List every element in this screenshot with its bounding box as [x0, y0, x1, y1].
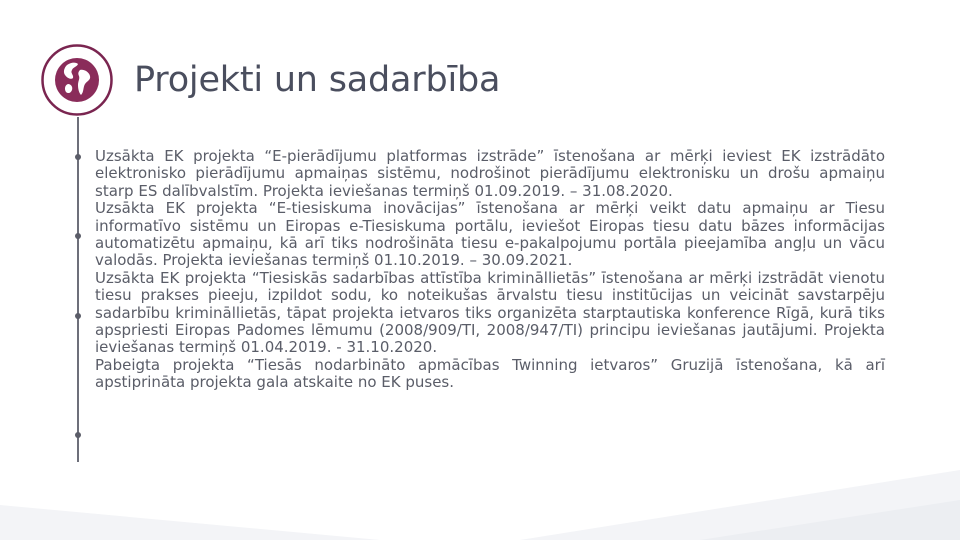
- bullet-marker: [75, 432, 81, 438]
- bullet-list: [95, 148, 885, 392]
- list-item: Uzsākta EK projekta “Tiesiskās sadarbības attīstība krimināllietās” īstenošana ar mērķi izstrādāt vienotu tiesu prakses pieeju, izpildot sodu, ko noteikušas ārvalstu tiesu institūcijas un veicināt savstarpēju sadarbību krimināllietās, tāpat projekta ietvaros tiks organizēta starptautiska konference Rīgā, kurā tiks apspriesti Eiropas Padomes lēmumu (2008/909/TI, 2008/947/TI) principu ieviešanas jautājumi. Projekta ieviešanas termiņš 01.04.2019. - 31.10.2020.: [95, 268, 885, 357]
- bullet-marker: [75, 154, 81, 160]
- list-item: Uzsākta EK projekta “E-tiesiskuma inovācijas” īstenošana ar mērķi veikt datu apmaiņu ar Tiesu informatīvo sistēmu un Eiropas e-Tiesiskuma portālu, ieviešot Eiropas tiesu datu bāzes informācijas automatizētu apmaiņu, kā arī tiks nodrošināta tiesu e-pakalpojumu portāla pieejamība angļu un vācu valodās. Projekta ieviešanas termiņš 01.10.2019. – 30.09.2021.: [95, 199, 885, 270]
- slide-title: Projekti un sadarbība: [134, 60, 501, 100]
- list-item: Pabeigta projekta “Tiesās nodarbināto apmācības Twinning ietvaros” Gruzijā īstenošana, kā arī apstiprināta projekta gala atskaite no EK puses.: [95, 355, 885, 392]
- timeline-line: [77, 117, 79, 462]
- globe-icon: [40, 43, 114, 117]
- bullet-marker: [75, 313, 81, 319]
- list-item: Uzsākta EK projekta “E-pierādījumu platformas izstrāde” īstenošana ar mērķi ieviest EK izstrādāto elektronisko pierādījumu apmaiņas sistēmu, nodrošinot pierādījumu elektronisku un drošu apmaiņu starp ES dalībvalstīm. Projekta ieviešanas termiņš 01.09.2019. – 31.08.2020.: [95, 147, 885, 200]
- bullet-marker: [75, 233, 81, 239]
